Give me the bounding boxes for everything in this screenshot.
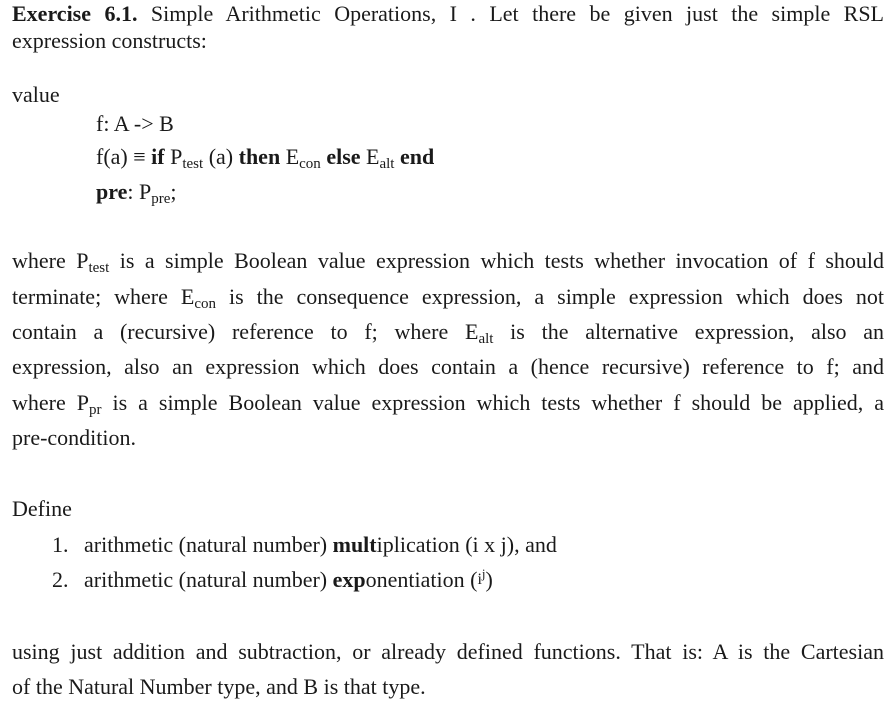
define-item-1: 1. arithmetic (natural number) multiplication (i x j), and <box>52 532 557 557</box>
paragraph-line-4: expression, also an expression which does contain a (hence recursive) reference to f; and <box>12 354 884 379</box>
paragraph-line-6: pre-condition. <box>12 425 137 450</box>
list-number: 2. <box>52 567 69 592</box>
kw-then: then <box>238 144 281 169</box>
kw-else: else <box>326 144 361 169</box>
precondition-line: pre: $P_{pre}$; <box>96 179 177 207</box>
list-number: 1. <box>52 532 69 557</box>
paragraph-line-1: where $P_{test}$ is a simple Boolean value expression which tests whether invocation of f should <box>12 248 884 276</box>
closing-line-1: using just addition and subtraction, or already defined functions. That is: A is the Cartesian <box>12 639 884 664</box>
function-definition: f(a) ≡ if $P_{test}$ (a) then $E_{con}$ else $E_{alt}$ end <box>96 144 435 172</box>
value-keyword: value <box>12 82 60 107</box>
kw-pre: pre <box>96 179 128 204</box>
exercise-title: Simple Arithmetic Operations, I . Let there be given just the simple RSL <box>150 1 884 26</box>
exercise-heading-line1 <box>12 3 884 25</box>
paragraph-line-5: where $P_{pr}$ is a simple Boolean value expression which tests whether f should be applied, a <box>12 390 884 418</box>
paragraph-line-2: terminate; where $E_{con}$ is the consequence expression, a simple expression which does not <box>12 284 884 312</box>
define-label: Define <box>12 496 72 521</box>
kw-if: if <box>151 144 165 169</box>
paragraph-line-3: contain a (recursive) reference to f; where $E_{alt}$ is the alternative expression, also an <box>12 319 885 347</box>
define-item-2: 2. arithmetic (natural number) exponentiation $(i^j)$ <box>52 566 493 592</box>
closing-line-2: of the Natural Number type, and B is that type. <box>12 674 426 699</box>
function-signature: f: A -> B <box>96 111 174 136</box>
kw-end: end <box>399 144 435 169</box>
exercise-heading-line2: expression constructs: <box>12 28 207 53</box>
exercise-label: Exercise 6.1. <box>12 1 138 26</box>
